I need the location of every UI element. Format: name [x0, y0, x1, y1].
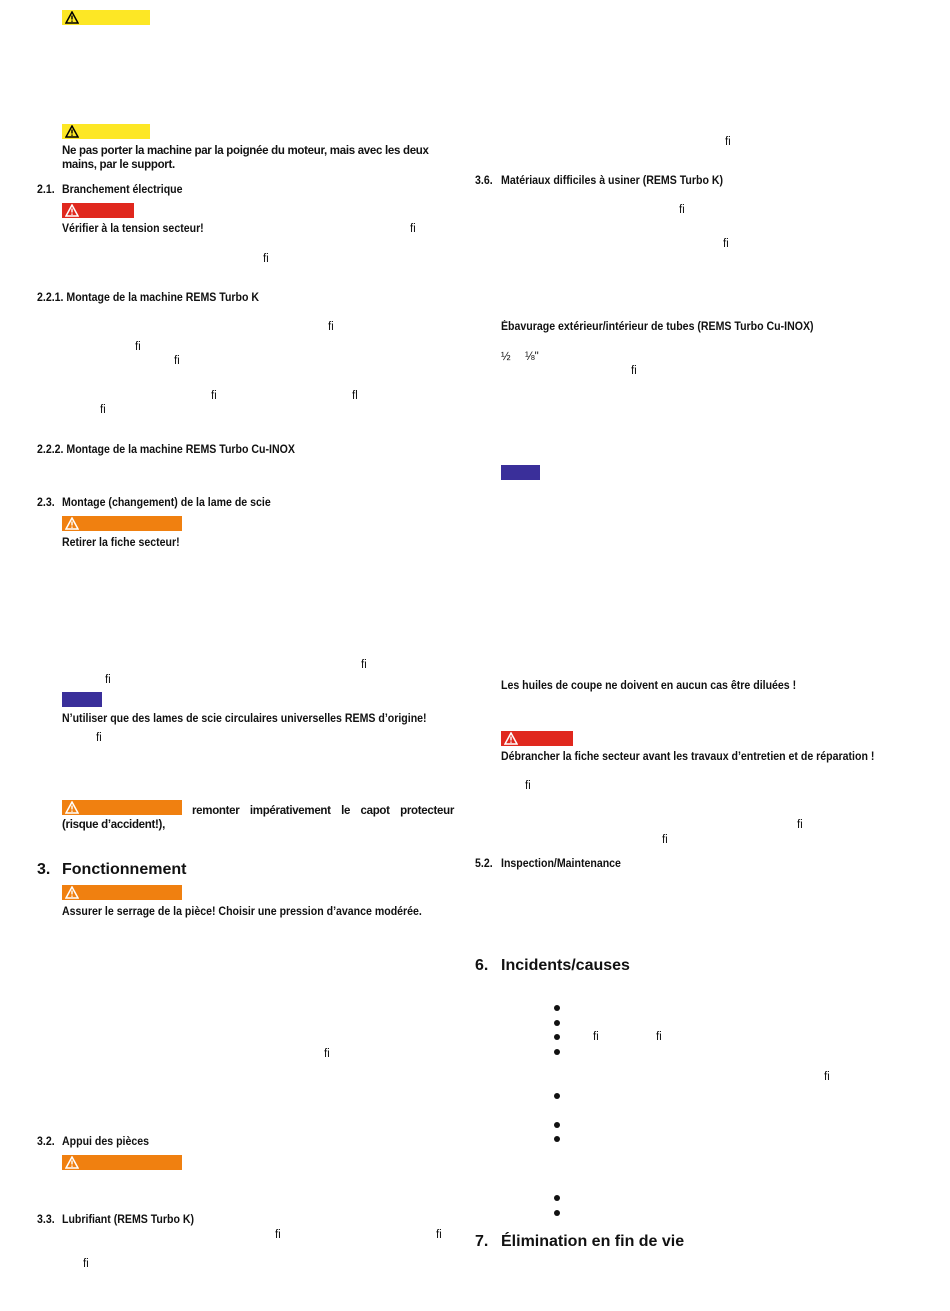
section-title: Matériaux difficiles à usiner (REMS Turbo K) — [501, 175, 724, 187]
warning-triangle-icon — [65, 886, 79, 899]
section-title: 2.2.2. Montage de la machine REMS Turbo Cu-INOX — [37, 444, 295, 456]
bullet — [554, 1122, 560, 1128]
guard-warning: remonter impérativement le capot protecteur (risque d’accident!), — [62, 805, 454, 831]
ligature: ﬁ — [174, 355, 180, 367]
bullet — [554, 1005, 560, 1011]
section-title: Appui des pièces — [62, 1136, 150, 1148]
section-number: 3.6. — [475, 175, 493, 187]
carry-note: Ne pas porter la machine par la poignée du moteur, mais avec les deux mains, par le support. — [62, 145, 429, 171]
ligature: ﬁ — [324, 1048, 330, 1060]
section-number: 5.2. — [475, 858, 493, 870]
ligature: ﬁ — [593, 1031, 599, 1043]
warning-bar — [62, 1155, 182, 1170]
ligature: ﬂ — [352, 390, 358, 402]
clamp-warning: Assurer le serrage de la pièce! Choisir une pression d’avance modérée. — [62, 906, 422, 918]
ligature: ﬁ — [83, 1258, 89, 1270]
oil-note: Les huiles de coupe ne doivent en aucun cas être diluées ! — [501, 680, 797, 692]
caution-bar-2 — [62, 124, 150, 139]
section-number: 3.2. — [37, 1136, 55, 1148]
warning-triangle-icon — [65, 204, 79, 217]
ligature: ﬁ — [275, 1229, 281, 1241]
section-number: 2.1. — [37, 184, 55, 196]
ligature: ﬁ — [679, 204, 685, 216]
bullet — [554, 1195, 560, 1201]
bullet — [554, 1136, 560, 1142]
notice-bar — [501, 465, 540, 480]
ligature: ﬁ — [797, 819, 803, 831]
ligature: ﬁ — [824, 1071, 830, 1083]
fraction-half: ½ — [501, 351, 511, 363]
bullet — [554, 1210, 560, 1216]
bullet — [554, 1020, 560, 1026]
ligature: ﬁ — [361, 659, 367, 671]
ligature: ﬁ — [662, 834, 668, 846]
ligature: ﬁ — [525, 780, 531, 792]
warning-triangle-icon — [65, 517, 79, 530]
danger-bar — [501, 731, 573, 746]
ligature: ﬁ — [105, 674, 111, 686]
bullet — [554, 1034, 560, 1040]
ligature: ﬁ — [410, 223, 416, 235]
section-title: Inspection/Maintenance — [501, 858, 621, 870]
section-title: 2.2.1. Montage de la machine REMS Turbo K — [37, 292, 260, 304]
ligature: ﬁ — [96, 732, 102, 744]
bullet — [554, 1049, 560, 1055]
caution-bar-1 — [62, 10, 150, 25]
blade-note: N’utiliser que des lames de scie circulaires universelles REMS d’origine! — [62, 713, 427, 725]
ligature: ﬁ — [328, 321, 334, 333]
warning-triangle-icon — [65, 125, 79, 138]
warning-triangle-icon — [504, 732, 518, 745]
chapter-number: 3. — [37, 861, 51, 878]
ligature: ﬁ — [725, 136, 731, 148]
section-title: Branchement électrique — [62, 184, 183, 196]
chapter-title: Élimination en fin de vie — [501, 1233, 685, 1250]
section-number: 3.3. — [37, 1214, 55, 1226]
voltage-warning: Vérifier à la tension secteur! — [62, 223, 204, 235]
warning-bar — [62, 516, 182, 531]
ligature: ﬁ — [723, 238, 729, 250]
unplug-warning: Retirer la fiche secteur! — [62, 537, 180, 549]
chapter-number: 7. — [475, 1233, 489, 1250]
bullet — [554, 1093, 560, 1099]
section-number: 2.3. — [37, 497, 55, 509]
ligature: ﬁ — [100, 404, 106, 416]
warning-triangle-icon — [65, 1156, 79, 1169]
chapter-number: 6. — [475, 957, 489, 974]
chapter-title: Fonctionnement — [62, 861, 187, 878]
notice-bar — [62, 692, 102, 707]
fraction-eighth: ⅛" — [525, 351, 539, 363]
ligature: ﬁ — [631, 365, 637, 377]
section-title: Lubrifiant (REMS Turbo K) — [62, 1214, 195, 1226]
section-title: Montage (changement) de la lame de scie — [62, 497, 271, 509]
ligature: ﬁ — [436, 1229, 442, 1241]
maintenance-warning: Débrancher la fiche secteur avant les travaux d’entretien et de réparation ! — [501, 751, 875, 763]
chapter-title: Incidents/causes — [501, 957, 630, 974]
ligature: ﬁ — [135, 341, 141, 353]
ligature: ﬁ — [263, 253, 269, 265]
deburr-title: Ébavurage extérieur/intérieur de tubes (REMS Turbo Cu-INOX) — [501, 321, 814, 333]
warning-bar — [62, 885, 182, 900]
ligature: ﬁ — [211, 390, 217, 402]
warning-triangle-icon — [65, 11, 79, 24]
ligature: ﬁ — [656, 1031, 662, 1043]
danger-bar — [62, 203, 134, 218]
